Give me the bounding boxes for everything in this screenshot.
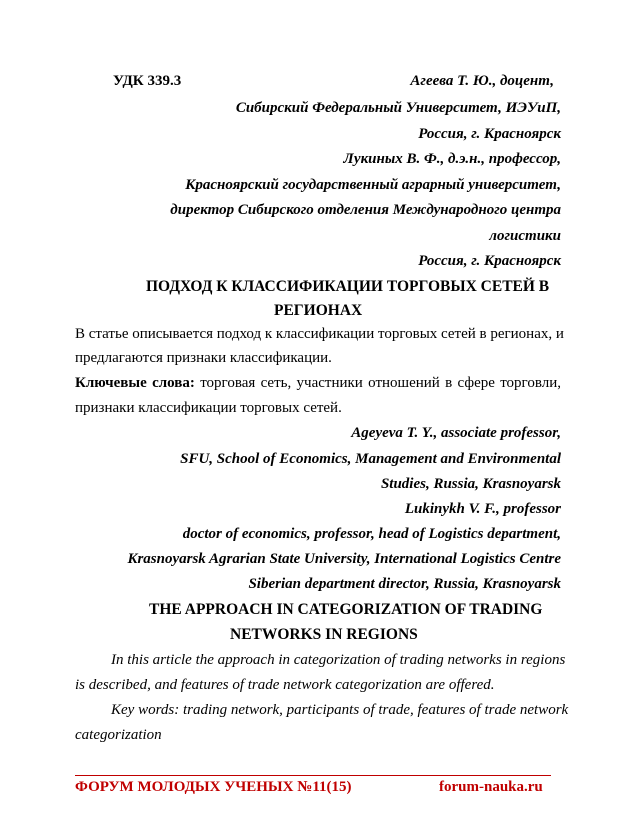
- author-ru-line-1: Агеева Т. Ю., доцент,: [410, 73, 554, 89]
- keywords-ru-line-2: признаки классификации торговых сетей.: [75, 400, 342, 416]
- title-en-line-2: NETWORKS IN REGIONS: [230, 626, 418, 643]
- author-en-line-6: Krasnoyarsk Agrarian State University, International Logistics Centre: [127, 551, 561, 567]
- keywords-ru-text: торговая сеть, участники отношений в сфере торговли,: [194, 375, 561, 391]
- abstract-en-line-2: is described, and features of trade network categorization are offered.: [75, 677, 495, 693]
- keywords-en-line-2: categorization: [75, 727, 162, 743]
- author-ru-line-7: логистики: [489, 228, 561, 244]
- author-ru-line-2: Сибирский Федеральный Университет, ИЭУиП,: [235, 100, 561, 116]
- keywords-en-line-1: Key words: trading network, participants of trade, features of trade network: [111, 702, 569, 718]
- footer-divider: [75, 775, 551, 776]
- title-ru-line-2: РЕГИОНАХ: [274, 302, 363, 319]
- abstract-ru-line-1: В статье описывается подход к классификации торговых сетей в регионах, и: [75, 326, 564, 342]
- author-en-line-3: Studies, Russia, Krasnoyarsk: [380, 476, 561, 492]
- author-ru-line-3: Россия, г. Красноярск: [418, 126, 561, 142]
- author-en-line-1: Ageyeva T. Y., associate professor,: [351, 425, 561, 441]
- author-ru-line-4: Лукиных В. Ф., д.э.н., профессор,: [343, 151, 561, 167]
- author-ru-line-8: Россия, г. Красноярск: [418, 253, 561, 269]
- title-ru-line-1: ПОДХОД К КЛАССИФИКАЦИИ ТОРГОВЫХ СЕТЕЙ В: [146, 278, 550, 295]
- title-en-line-1: THE APPROACH IN CATEGORIZATION OF TRADING: [149, 601, 543, 618]
- udc-code: УДК 339.3: [113, 73, 182, 89]
- footer-site-link[interactable]: forum-nauka.ru: [439, 779, 543, 795]
- keywords-ru-label: Ключевые слова:: [75, 375, 195, 391]
- author-en-line-2: SFU, School of Economics, Management and Environmental: [180, 451, 561, 467]
- author-ru-line-5: Красноярский государственный аграрный университет,: [185, 177, 561, 193]
- abstract-en-line-1: In this article the approach in categorization of trading networks in regions: [111, 652, 566, 668]
- author-en-line-4: Lukinykh V. F., professor: [404, 501, 561, 517]
- keywords-ru-line-1: [75, 375, 561, 392]
- author-ru-line-6: директор Сибирского отделения Международного центра: [170, 202, 561, 218]
- abstract-ru-line-2: предлагаются признаки классификации.: [75, 350, 332, 366]
- footer-journal: ФОРУМ МОЛОДЫХ УЧЕНЫХ №11(15): [75, 779, 352, 795]
- author-en-line-5: doctor of economics, professor, head of Logistics department,: [182, 526, 561, 542]
- author-en-line-7: Siberian department director, Russia, Krasnoyarsk: [248, 576, 561, 592]
